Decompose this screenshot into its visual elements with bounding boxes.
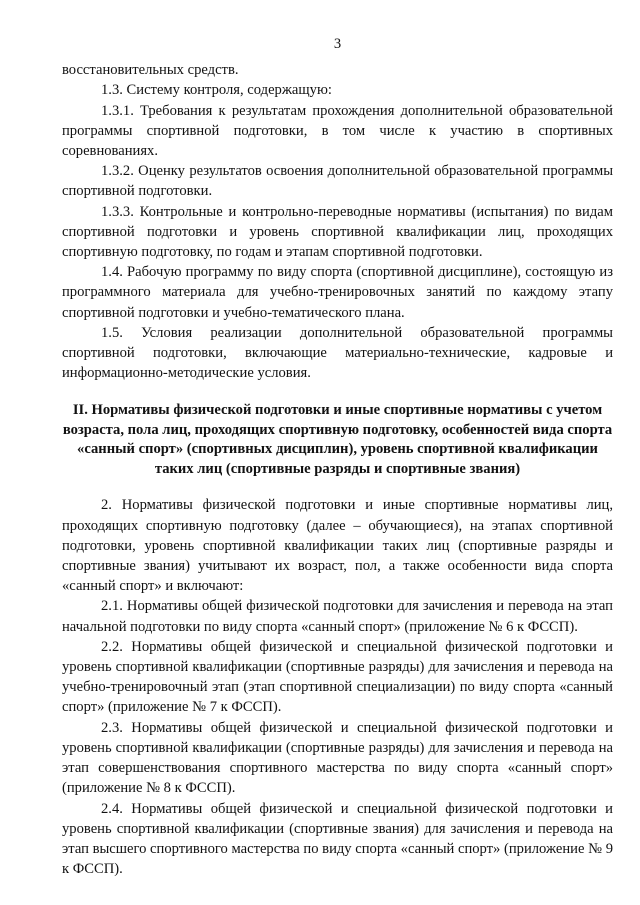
paragraph-2-3: 2.3. Нормативы общей физической и специальной физической подготовки и уровень спортивной квалификации (спортивные разряды) для зачисления и перевода на этап совершенствования спортивного мастерства по виду спорта «санный спорт» (приложение № 8 к ФССП). <box>62 719 613 797</box>
paragraph-1-3-2: 1.3.2. Оценку результатов освоения дополнительной образовательной программы спортивной подготовки. <box>62 163 613 200</box>
section-heading: II. Нормативы физической подготовки и иные спортивные нормативы с учетом возраста, пола лиц, проходящих спортивную подготовку, особенностей вида спорта «санный спорт» (спортивных дисциплин), уровень спортивной квалификации таких лиц (спортивные разряды и спортивные звания) <box>62 402 613 477</box>
page-number: 3 <box>333 36 342 52</box>
document-page <box>62 34 613 879</box>
paragraph-1-3-1: 1.3.1. Требования к результатам прохождения дополнительной образовательной программы спортивной подготовки, в том числе к участию в спортивных соревнованиях. <box>62 102 613 160</box>
paragraph-1-4: 1.4. Рабочую программу по виду спорта (спортивной дисциплине), состоящую из программного материала для учебно-тренировочных занятий по каждому этапу спортивной подготовки и учебно-тематического плана. <box>62 264 613 321</box>
paragraph-1-3: 1.3. Систему контроля, содержащую: <box>101 82 332 99</box>
paragraph-1-5: 1.5. Условия реализации дополнительной образовательной программы спортивной подготовки, включающие материально-технические, кадровые и информационно-методические условия. <box>62 324 613 382</box>
paragraph-1-3-3: 1.3.3. Контрольные и контрольно-переводные нормативы (испытания) по видам спортивной подготовки и уровень спортивной квалификации лиц, проходящих спортивную подготовку, по годам и этапам спортивной подготовки. <box>62 203 613 261</box>
paragraph-2-4: 2.4. Нормативы общей физической и специальной физической подготовки и уровень спортивной квалификации (спортивные звания) для зачисления и перевода на этап высшего спортивного мастерства по виду спорта «санный спорт» (приложение № 9 к ФССП). <box>62 800 613 878</box>
paragraph-2-1: 2.1. Нормативы общей физической подготовки для зачисления и перевода на этап начальной подготовки по виду спорта «санный спорт» (приложение № 6 к ФССП). <box>62 598 613 635</box>
paragraph-continuation: восстановительных средств. <box>62 62 239 79</box>
paragraph-2: 2. Нормативы физической подготовки и иные спортивные нормативы лиц, проходящих спортивную подготовку (далее – обучающиеся), на этапах спортивной подготовки, уровень спортивной квалификации таких лиц (спортивные разряды и спортивные звания) учитывают их возраст, пол, а также особенности вида спорта «санный спорт» и включают: <box>62 497 613 595</box>
paragraph-2-2: 2.2. Нормативы общей физической и специальной физической подготовки и уровень спортивной квалификации (спортивные разряды) для зачисления и перевода на учебно-тренировочный этап (этап спортивной специализации) по виду спорта «санный спорт» (приложение № 7 к ФССП). <box>62 638 613 716</box>
